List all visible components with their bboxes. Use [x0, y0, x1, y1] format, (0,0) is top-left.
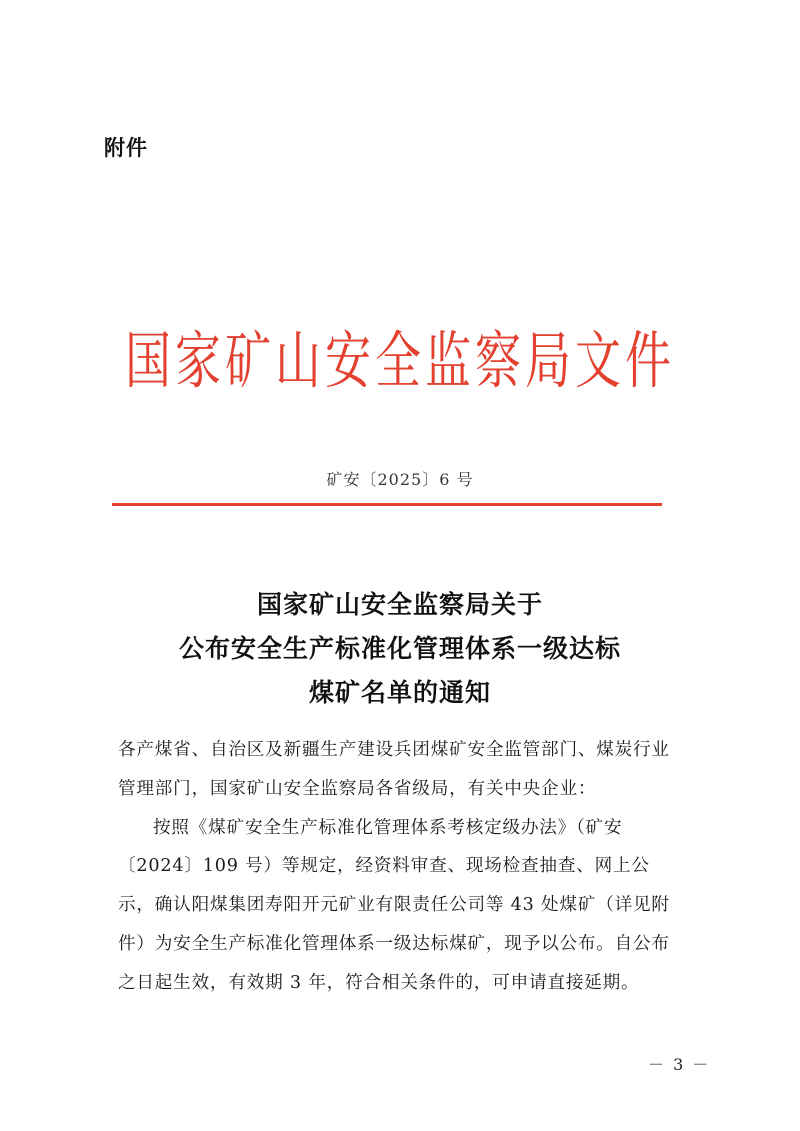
title-line-2: 公布安全生产标准化管理体系一级达标 [178, 634, 621, 663]
body-paragraph-1: 按照《煤矿安全生产标准化管理体系考核定级办法》（矿安〔2024〕109 号）等规定，经资料审查、现场检查抽查、网上公示，确认阳煤集团寿阳开元矿业有限责任公司等 43 处煤矿（详见附件）为安全生产标准化管理体系一级达标煤矿，现予以公布。自公布之日起生效，有效期 3 年，符合相关条件的，可申请直接延期。 [118, 817, 670, 993]
red-separator-line [112, 503, 662, 506]
document-number: 矿安〔2025〕6 号 [326, 470, 474, 489]
title-line-3: 煤矿名单的通知 [308, 678, 491, 707]
notice-title [100, 583, 700, 715]
page-number: － 3 － [648, 1055, 711, 1074]
attachment-label: 附件 [104, 136, 148, 160]
notice-body [118, 731, 678, 1003]
title-line-1: 国家矿山安全监察局关于 [256, 590, 543, 619]
document-masthead: 国家矿山安全监察局文件 [125, 324, 675, 398]
addressee-paragraph: 各产煤省、自治区及新疆生产建设兵团煤矿安全监管部门、煤炭行业管理部门，国家矿山安全监察局各省级局，有关中央企业： [118, 740, 670, 799]
